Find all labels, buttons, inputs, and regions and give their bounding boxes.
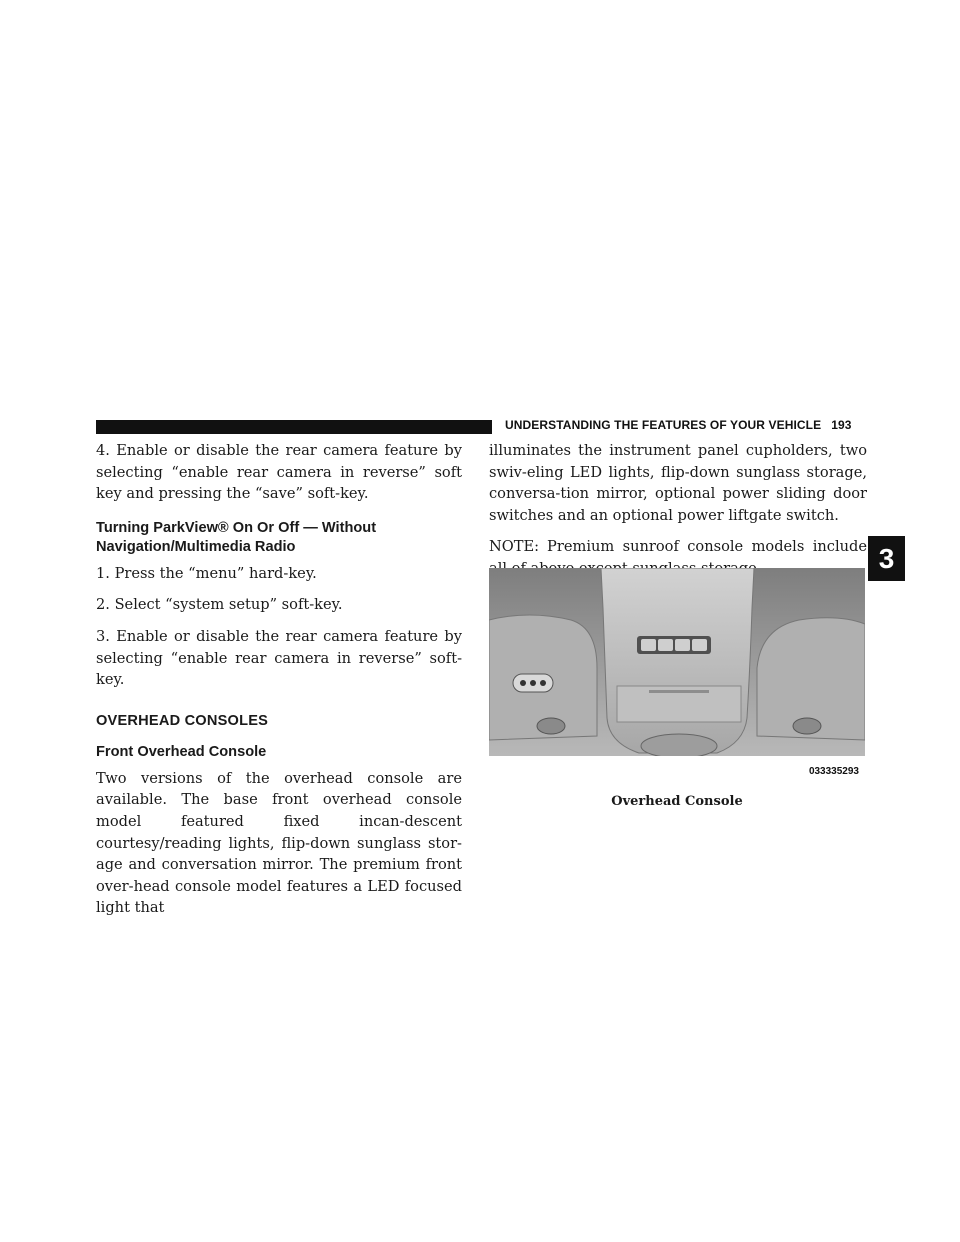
figure-caption: Overhead Console bbox=[611, 794, 743, 809]
page-number: 193 bbox=[831, 418, 852, 432]
step-2-text: 2. Select “system setup” soft-key. bbox=[96, 596, 343, 614]
front-console-heading: Front Overhead Console bbox=[96, 743, 267, 760]
reading-light bbox=[641, 734, 717, 758]
note-text: Premium sunroof console models include bbox=[547, 538, 867, 556]
step-3-text: 3. Enable or disable the rear camera feature by selecting “enable rear camera in reverse” soft-key. bbox=[96, 627, 462, 689]
header-title: UNDERSTANDING THE FEATURES OF YOUR VEHICLE bbox=[505, 418, 822, 432]
left-column bbox=[96, 440, 462, 929]
step-4-text: 4. Enable or disable the rear camera feature by selecting “enable rear camera in reverse” soft key and pressing the “save” soft-key. bbox=[96, 442, 462, 503]
overhead-console-illustration bbox=[489, 568, 865, 778]
parkview-heading: Turning ParkView® On Or Off — Without Navigation/Multimedia Radio bbox=[96, 519, 377, 555]
left-vent bbox=[537, 718, 565, 734]
chapter-tab: 3 bbox=[868, 536, 905, 581]
front-console-paragraph: Two versions of the overhead console are available. The base front overhead console model featured fixed incan-descent courtesy/reading lights, flip-down sunglass stor-age and conversation mirror. The premium front over-head console model features a LED focused light that bbox=[96, 769, 462, 917]
console-button bbox=[641, 639, 656, 651]
section-heading: OVERHEAD CONSOLES bbox=[96, 712, 269, 729]
figure-code: 033335293 bbox=[808, 766, 859, 777]
bin-handle bbox=[649, 690, 709, 693]
right-paragraph: illuminates the instrument panel cupholders, two swiv-eling LED lights, flip-down sunglass storage, conversa-tion mirror, optional power sliding door switches and an optional power liftgate switch. bbox=[489, 442, 867, 524]
overhead-console-image bbox=[489, 568, 865, 778]
console-button bbox=[675, 639, 690, 651]
note-label: NOTE: bbox=[489, 538, 540, 556]
center-console bbox=[601, 568, 754, 753]
console-button bbox=[658, 639, 673, 651]
console-button bbox=[692, 639, 707, 651]
header-bar bbox=[96, 420, 492, 434]
running-header bbox=[505, 418, 852, 432]
right-vent bbox=[793, 718, 821, 734]
step-1-text: 1. Press the “menu” hard-key. bbox=[96, 564, 317, 582]
